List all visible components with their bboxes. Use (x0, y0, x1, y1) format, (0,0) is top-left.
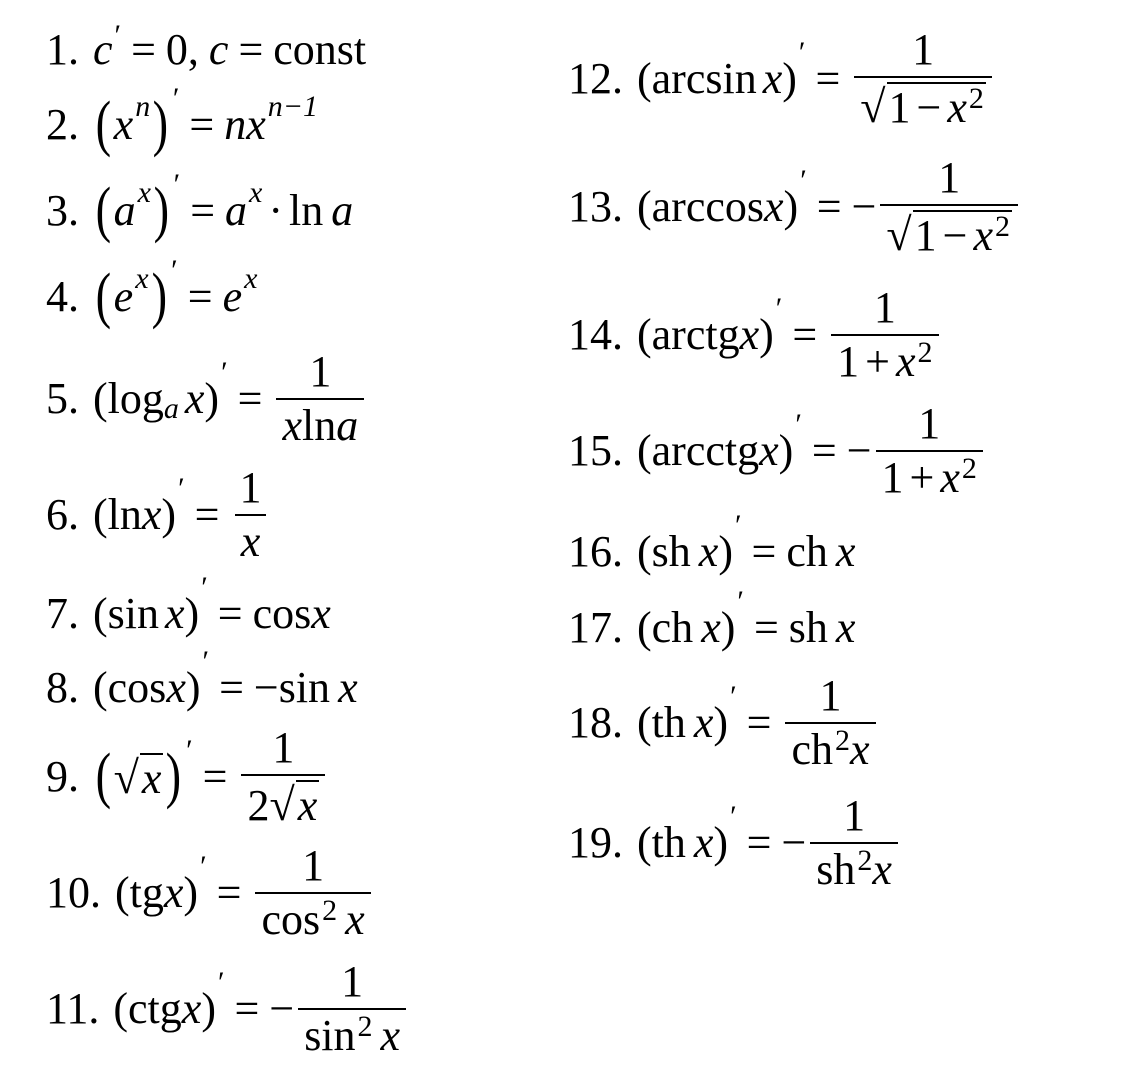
denominator (785, 722, 875, 772)
var-x: x (282, 401, 302, 450)
formula-14 (568, 283, 943, 386)
var-x: x (759, 426, 779, 475)
ch-function: ch (791, 725, 833, 774)
var-a: a (336, 401, 359, 450)
square-root (886, 210, 1012, 258)
exponent: x (135, 261, 149, 295)
numerator: 1 (873, 283, 896, 332)
prime-mark: ′ (798, 36, 806, 69)
minus-sign: − (269, 984, 295, 1033)
plus-sign: + (865, 337, 890, 386)
one: 1 (914, 211, 937, 260)
equals-sign: = (194, 490, 220, 539)
one: 1 (837, 337, 860, 386)
exponent: 2 (857, 844, 873, 877)
exponent: n−1 (267, 89, 319, 123)
formula-number: 2. (46, 99, 79, 149)
prime-mark: ′ (114, 19, 122, 52)
var-x: x (113, 99, 134, 149)
equals-sign: = (187, 271, 213, 321)
var-x: x (896, 337, 916, 386)
var-x: x (835, 527, 856, 576)
one: 1 (888, 83, 911, 132)
var-x: x (764, 182, 784, 231)
exponent: 2 (995, 210, 1011, 243)
var-x: x (835, 603, 856, 652)
formula-number: 6. (46, 490, 79, 539)
ln-function: ln (289, 185, 324, 235)
formula-8 (46, 645, 358, 712)
equals-sign: = (131, 25, 156, 74)
ln-function: ln (302, 401, 337, 450)
right-paren: ) (184, 589, 200, 638)
var-e: e (222, 271, 243, 321)
sh-function: sh (788, 603, 828, 652)
var-x: x (165, 589, 185, 638)
var-a: a (225, 185, 248, 235)
equals-sign: = (746, 698, 772, 747)
numerator: 1 (272, 723, 295, 772)
formula-9 (46, 723, 329, 830)
equals-sign: = (237, 374, 263, 423)
var-x: x (850, 725, 870, 774)
radical-sign: √ (860, 81, 886, 132)
prime-mark: ′ (202, 645, 210, 678)
var-a: a (113, 185, 136, 235)
denominator (854, 76, 992, 130)
cos-function: (cos (93, 663, 167, 712)
fraction (255, 841, 370, 944)
fraction (276, 347, 364, 450)
formula-6 (46, 463, 271, 566)
equals-sign: = (816, 182, 842, 231)
denominator: x (235, 514, 267, 564)
minus-sign: − (916, 83, 942, 132)
right-paren: ) (713, 818, 729, 867)
formula-number: 19. (568, 818, 623, 867)
square-root (860, 82, 986, 130)
numerator: 1 (341, 957, 364, 1006)
denominator (276, 398, 364, 448)
cos-function: cos (261, 895, 321, 944)
denominator (298, 1008, 406, 1058)
var-x: x (762, 54, 783, 103)
fraction (241, 723, 325, 830)
dot-operator: · (268, 185, 284, 235)
right-paren: ) (204, 374, 220, 423)
formula-15 (568, 399, 987, 502)
log-function: (log (93, 374, 164, 423)
equals-sign: = (811, 426, 837, 475)
right-paren: ) (152, 90, 169, 158)
numerator: 1 (239, 463, 262, 512)
prime-mark: ′ (173, 167, 181, 201)
minus-sign: − (942, 211, 968, 260)
formula-16 (568, 509, 856, 576)
prime-mark: ′ (200, 850, 207, 883)
sin-function: sin (304, 1011, 356, 1060)
var-e: e (113, 271, 134, 321)
var-n: n (224, 99, 247, 149)
var-x: x (184, 374, 205, 423)
formula-number: 14. (568, 310, 623, 359)
formula-number: 15. (568, 426, 623, 475)
denominator (241, 774, 325, 828)
tg-function: (tg (115, 868, 164, 917)
arcsin-function: (arcsin (637, 54, 757, 103)
prime-mark: ′ (734, 509, 742, 542)
prime-mark: ′ (186, 734, 193, 767)
equals-sign: = (219, 663, 244, 712)
numerator: 1 (918, 399, 941, 448)
fraction (810, 791, 898, 894)
two: 2 (247, 781, 270, 830)
var-x: x (166, 663, 186, 712)
formula-19 (568, 791, 902, 894)
minus-sign: − (846, 426, 872, 475)
formula-number: 9. (46, 752, 79, 801)
square-root (114, 753, 164, 801)
equals-sign: = (753, 603, 779, 652)
prime-mark: ′ (201, 571, 208, 604)
var-x: x (693, 818, 714, 867)
sh-function: (sh (637, 527, 691, 576)
right-paren: ) (201, 984, 216, 1033)
exponent: x (137, 175, 151, 209)
formula-1 (46, 19, 367, 74)
formula-5 (46, 347, 368, 450)
right-paren: ) (713, 698, 729, 747)
prime-mark: ′ (775, 292, 783, 325)
formula-number: 18. (568, 698, 623, 747)
formula-18 (568, 671, 880, 774)
formula-3 (46, 167, 354, 244)
equals-sign: = (217, 589, 243, 638)
formula-number: 13. (568, 182, 623, 231)
radicand (887, 82, 986, 130)
var-x: x (973, 211, 994, 260)
var-x: x (701, 603, 721, 652)
var-c: c (93, 25, 113, 74)
right-paren: ) (183, 868, 199, 917)
exponent: 2 (322, 894, 338, 927)
fraction (854, 25, 992, 132)
denominator (831, 334, 938, 384)
denominator (255, 892, 370, 942)
right-paren: ) (151, 262, 167, 330)
formula-10 (46, 841, 375, 944)
formula-7 (46, 571, 331, 638)
prime-mark: ′ (730, 680, 737, 713)
prime-mark: ′ (795, 408, 802, 441)
const-text: const (273, 25, 367, 74)
equals-sign: = (746, 818, 772, 867)
right-paren: ) (153, 176, 170, 244)
prime-mark: ′ (221, 356, 228, 389)
right-paren: ) (718, 527, 733, 576)
zero: 0, (165, 25, 199, 74)
equals-sign: = (216, 868, 242, 917)
formula-number: 7. (46, 589, 79, 638)
formula-2 (46, 81, 319, 158)
formula-number: 1. (46, 25, 79, 74)
radicand: x (141, 754, 162, 803)
numerator: 1 (843, 791, 866, 840)
var-x: x (338, 663, 358, 712)
var-x: x (246, 99, 266, 149)
prime-mark: ′ (737, 585, 744, 618)
formula-number: 8. (46, 663, 79, 712)
var-x: x (181, 984, 202, 1033)
equals-sign: = (815, 54, 841, 103)
var-a: a (331, 185, 354, 235)
fraction (876, 399, 983, 502)
left-paren: ( (95, 742, 112, 811)
radical-sign: √ (113, 752, 139, 803)
prime-mark: ′ (800, 164, 807, 197)
arctg-function: (arctg (637, 310, 740, 359)
cos-function: cos (252, 589, 312, 638)
sh-function: sh (816, 845, 856, 894)
prime-mark: ′ (217, 966, 225, 999)
prime-mark: ′ (171, 253, 178, 287)
square-root (269, 780, 319, 828)
ch-function: (ch (637, 603, 694, 652)
formula-number: 17. (568, 603, 623, 652)
equals-sign: = (751, 527, 777, 576)
equals-sign: = (189, 99, 215, 149)
right-paren: ) (759, 310, 774, 359)
neg-sin-function: −sin (253, 663, 331, 712)
equals-sign: = (234, 984, 260, 1033)
ln-function: (ln (93, 490, 142, 539)
right-paren: ) (783, 182, 799, 231)
right-paren: ) (161, 490, 177, 539)
var-x: x (947, 83, 967, 132)
formula-number: 11. (46, 984, 100, 1033)
prime-mark: ′ (730, 800, 737, 833)
formula-13 (568, 153, 1022, 260)
right-paren: ) (778, 426, 794, 475)
formula-number: 16. (568, 527, 623, 576)
prime-mark: ′ (178, 472, 185, 505)
th-function: (th (637, 818, 686, 867)
formula-number: 10. (46, 868, 101, 917)
var-x: x (872, 845, 892, 894)
left-paren: ( (95, 262, 112, 330)
numerator: 1 (938, 153, 961, 202)
th-function: (th (637, 698, 686, 747)
exponent: x (249, 175, 263, 209)
var-x: x (698, 527, 719, 576)
numerator: 1 (309, 347, 332, 396)
fraction (880, 153, 1018, 260)
ch-function: ch (786, 527, 828, 576)
formula-number: 3. (46, 185, 79, 235)
ctg-function: (ctg (113, 984, 182, 1033)
minus-sign: − (781, 818, 807, 867)
var-x: x (693, 698, 714, 747)
denominator (880, 204, 1018, 258)
var-x: x (739, 310, 760, 359)
fraction (831, 283, 938, 386)
formula-17 (568, 585, 856, 652)
denominator (876, 450, 983, 500)
minus-sign: − (851, 182, 877, 231)
denominator (810, 842, 898, 892)
one: 1 (881, 453, 904, 502)
formula-number: 5. (46, 374, 79, 423)
var-x: x (380, 1011, 401, 1060)
formula-12 (568, 25, 996, 132)
var-x: x (163, 868, 184, 917)
formula-number: 12. (568, 54, 623, 103)
right-paren: ) (720, 603, 736, 652)
radicand: x (297, 781, 318, 830)
exponent: x (244, 261, 258, 295)
fraction (785, 671, 875, 774)
var-x: x (345, 895, 365, 944)
equals-sign: = (238, 25, 264, 74)
arcctg-function: (arcctg (637, 426, 760, 475)
var-x: x (141, 490, 162, 539)
exponent: n (135, 89, 151, 123)
exponent: 2 (968, 82, 984, 115)
exponent: 2 (961, 452, 977, 485)
var-x: x (940, 453, 960, 502)
subscript: a (163, 392, 179, 425)
arccos-function: (arccos (637, 182, 765, 231)
radical-sign: √ (886, 209, 912, 260)
formula-number: 4. (46, 271, 79, 321)
right-paren: ) (782, 54, 797, 103)
equals-sign: = (190, 185, 216, 235)
exponent: 2 (835, 724, 850, 757)
equals-sign: = (792, 310, 818, 359)
left-paren: ( (95, 90, 112, 158)
numerator: 1 (302, 841, 325, 890)
left-paren: ( (95, 176, 112, 244)
right-paren: ) (185, 663, 201, 712)
var-c: c (208, 25, 229, 74)
equals-sign: = (202, 752, 228, 801)
formula-4 (46, 253, 258, 330)
fraction (298, 957, 406, 1060)
sin-function: (sin (93, 589, 159, 638)
exponent: 2 (357, 1010, 373, 1043)
radicand (913, 210, 1012, 258)
formula-11 (46, 957, 410, 1060)
numerator: 1 (912, 25, 935, 74)
prime-mark: ′ (172, 81, 180, 115)
plus-sign: + (909, 453, 935, 502)
radical-sign: √ (269, 779, 295, 830)
fraction (233, 463, 267, 566)
right-paren: ) (166, 742, 182, 811)
exponent: 2 (917, 336, 933, 369)
var-x: x (311, 589, 331, 638)
numerator: 1 (819, 671, 842, 720)
